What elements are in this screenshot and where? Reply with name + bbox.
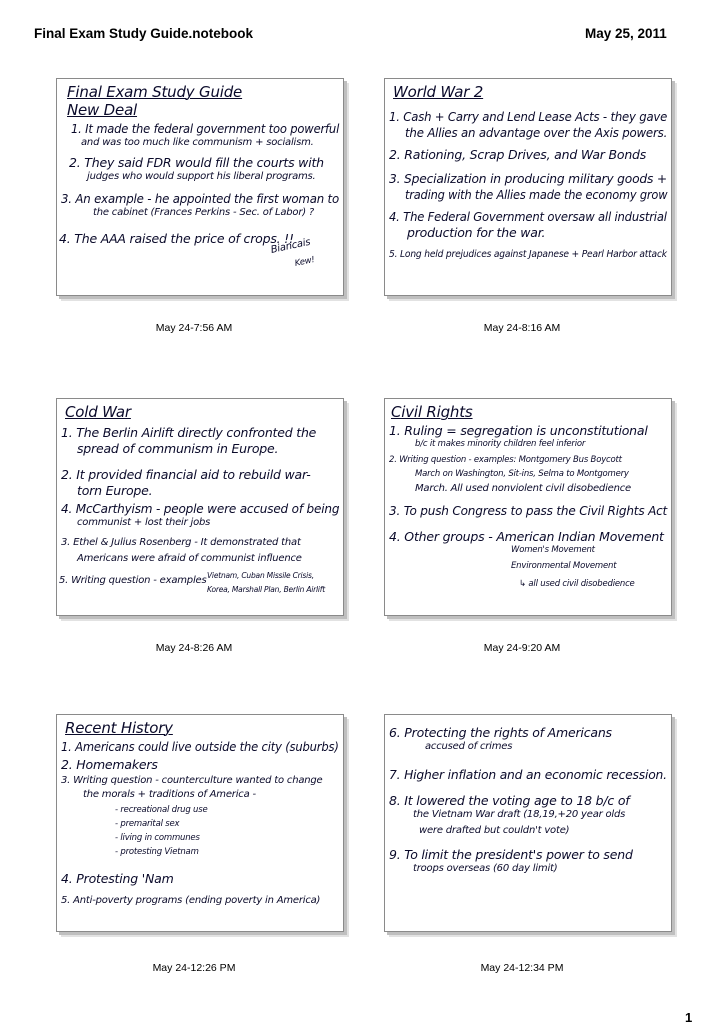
note-line: 1. Americans could live outside the city (suburbs) [61,739,339,754]
slide-caption: May 24-12:34 PM [480,962,564,974]
note-line: 2. They said FDR would fill the courts with [69,155,324,170]
note-line: the Allies an advantage over the Axis powers. [405,125,668,140]
note-line: 2. Rationing, Scrap Drives, and War Bonds [389,147,647,162]
page-date: May 25, 2011 [585,26,667,41]
slide-civil-rights [384,398,672,616]
note-line: - protesting Vietnam [115,847,199,857]
notebook-title: Final Exam Study Guide.notebook [34,26,254,41]
note-line: 9. To limit the president's power to send [389,847,633,862]
note-line: 6. Protecting the rights of Americans [389,725,612,740]
note-line: 3. An example - he appointed the first woman to [61,191,340,206]
slide-cold-war [56,398,344,616]
note-line: 8. It lowered the voting age to 18 b/c of [389,793,630,808]
note-line: b/c it makes minority children feel inferior [415,439,586,449]
note-line: - premarital sex [115,819,180,829]
note-line: 4. Other groups - American Indian Movement [389,529,664,544]
note-line: spread of communism in Europe. [77,441,279,456]
note-line: 4. Protesting 'Nam [61,871,174,886]
slide-caption: May 24-8:16 AM [483,322,561,334]
slide-heading: Recent History [65,719,173,737]
note-line: the morals + traditions of America - [83,789,256,800]
note-line: accused of crimes [425,741,513,752]
note-line: 1. The Berlin Airlift directly confronted the [61,425,317,440]
note-line: communist + lost their jobs [77,517,211,528]
note-line: 2. It provided financial aid to rebuild war- [61,467,311,482]
slide-heading: Cold War [65,403,131,421]
note-line: 3. To push Congress to pass the Civil Rights Act [389,503,668,518]
note-line: 3. Specialization in producing military goods + [389,171,667,186]
slide-caption: May 24-12:26 PM [152,962,236,974]
note-line: 3. Writing question - counterculture wanted to change [61,775,323,786]
note-line: Women's Movement [511,545,595,555]
note-line: the cabinet (Frances Perkins - Sec. of Labor) ? [93,207,315,218]
note-line: troops overseas (60 day limit) [413,863,558,874]
note-line: 5. Writing question - examples [59,575,207,586]
note-line: 5. Long held prejudices against Japanese + Pearl Harbor attack [389,249,667,260]
note-line: 4. The AAA raised the price of crops. !! [59,231,294,246]
note-line: 2. Writing question - examples: Montgomery Bus Boycott [389,455,622,465]
note-line: trading with the Allies made the economy grow [405,187,668,202]
slide-heading: Final Exam Study Guide [67,83,243,101]
note-line: 1. Cash + Carry and Lend Lease Acts - they gave [389,109,668,124]
note-line: - recreational drug use [115,805,208,815]
note-line: the Vietnam War draft (18,19,+20 year olds [413,809,626,820]
note-line: 4. McCarthyism - people were accused of being [61,501,340,516]
slide-recent-history [56,714,344,932]
note-line: Environmental Movement [511,561,617,571]
note-line: 3. Ethel & Julius Rosenberg - It demonstrated that [61,537,301,548]
slide-caption: May 24-9:20 AM [483,642,561,654]
note-line: Biancais [269,236,312,256]
note-line: Kew! [293,254,316,269]
slide-new-deal [56,78,344,296]
note-line: - living in communes [115,833,200,843]
note-line: 4. The Federal Government oversaw all industrial [389,209,667,224]
slide-caption: May 24-8:26 AM [155,642,233,654]
note-line: production for the war. [407,225,546,240]
note-line: judges who would support his liberal programs. [87,171,316,182]
note-line: Americans were afraid of communist influence [77,553,302,564]
note-line: were drafted but couldn't vote) [419,825,570,836]
note-line: 7. Higher inflation and an economic recession. [389,767,667,782]
note-line: 1. Ruling = segregation is unconstitutional [389,423,648,438]
note-line: 2. Homemakers [61,757,158,772]
note-line: March on Washington, Sit-ins, Selma to Montgomery [415,469,629,479]
note-line: Vietnam, Cuban Missile Crisis, [207,571,314,580]
note-line: 5. Anti-poverty programs (ending poverty in America) [61,895,321,906]
note-line: Korea, Marshall Plan, Berlin Airlift [207,585,325,594]
note-line: and was too much like communism + socialism. [81,137,314,148]
page-number: 1 [685,1010,693,1025]
slide-caption: May 24-7:56 AM [155,322,233,334]
note-line: 1. It made the federal government too powerful [71,121,340,136]
slide-heading: Civil Rights [391,403,473,421]
note-line: March. All used nonviolent civil disobedience [415,483,631,494]
note-line: torn Europe. [77,483,153,498]
slide-recent-history-continued [384,714,672,932]
slide-heading: New Deal [67,101,138,119]
slide-heading: World War 2 [393,83,484,101]
note-line: ↳ all used civil disobedience [519,579,635,589]
slide-world-war-2 [384,78,672,296]
